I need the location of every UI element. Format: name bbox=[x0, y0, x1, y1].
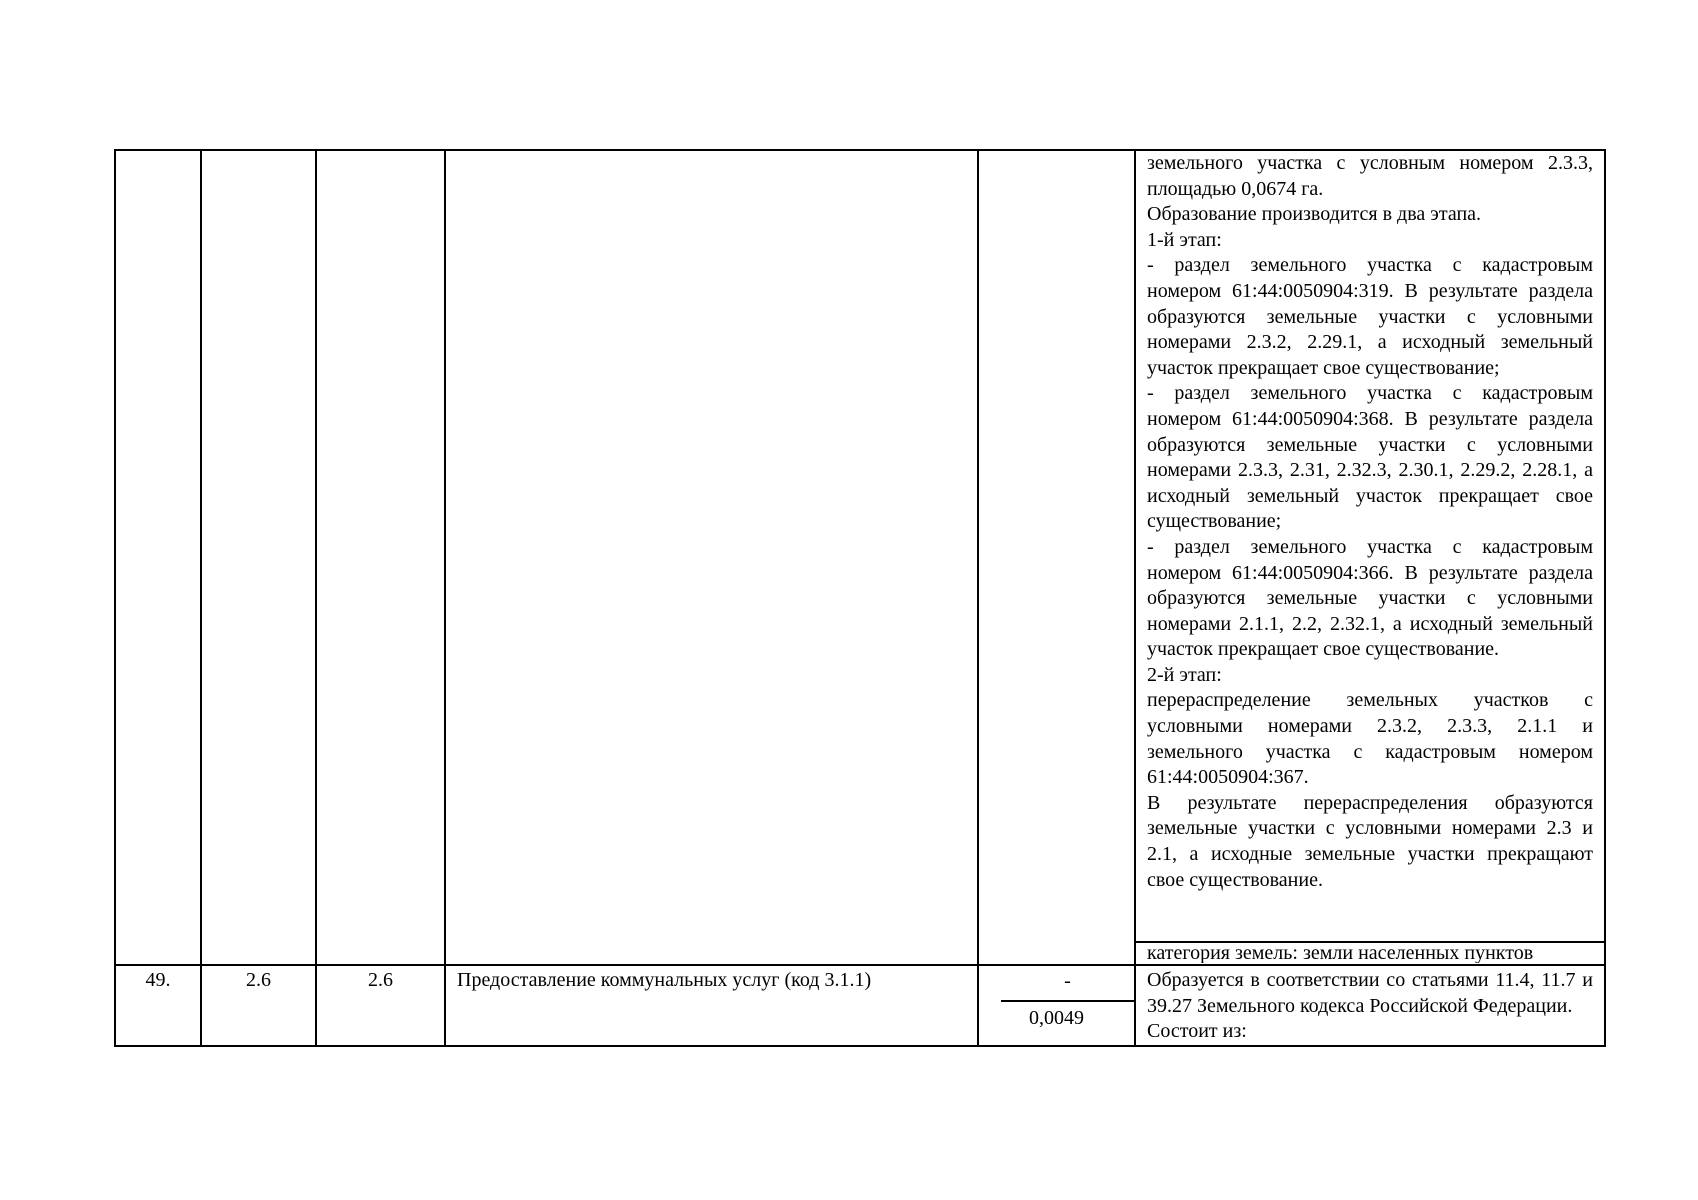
cell-use-type-empty bbox=[445, 150, 978, 965]
description-paragraph: В результате перераспределения образуются земельные участки с условными номерами 2.3 и 2.1, а исходные земельные участки прекращают свое существование. bbox=[1147, 791, 1593, 891]
cell-use-type bbox=[445, 965, 978, 1046]
cell-col2-empty bbox=[201, 150, 316, 965]
description-paragraph: перераспределение земельных участков с условными номерами 2.3.2, 2.3.3, 2.1.1 и земельного участка с кадастровым номером 61:44:0050904:367. bbox=[1147, 689, 1593, 789]
cell-col3-empty bbox=[316, 150, 445, 965]
description-paragraph: 2-й этап: bbox=[1147, 663, 1222, 686]
cell-description-49 bbox=[1135, 965, 1605, 1046]
area-top-value: - bbox=[1001, 966, 1134, 1002]
cell-col2 bbox=[201, 965, 316, 1046]
description-paragraph: - раздел земельного участка с кадастровым номером 61:44:0050904:319. В результате раздела образуются земельные участки с условными номерами 2.3.2, 2.29.1, а исходный земельный участок прекращает свое существование; bbox=[1147, 254, 1593, 379]
description-paragraph: Образуется в соответствии со статьями 11.4, 11.7 и 39.27 Земельного кодекса Российской Федерации. bbox=[1147, 969, 1593, 1017]
description-paragraph: Состоит из: bbox=[1147, 1020, 1247, 1043]
description-paragraph: - раздел земельного участка с кадастровым номером 61:44:0050904:368. В результате раздела образуются земельные участки с условными номерами 2.3.3, 2.31, 2.32.3, 2.30.1, 2.29.2, 2.28.1, а исходный земельный участок прекращает свое существование; bbox=[1147, 382, 1593, 533]
use-type-text: Предоставление коммунальных услуг (код 3.1.1) bbox=[457, 969, 872, 991]
land-plots-table bbox=[114, 149, 1606, 1047]
row-number: 49. bbox=[145, 969, 171, 991]
cell-area bbox=[978, 965, 1135, 1046]
col3-value: 2.6 bbox=[368, 969, 393, 991]
cell-land-category bbox=[1135, 942, 1605, 965]
cell-area-empty bbox=[978, 150, 1135, 965]
land-category-text: категория земель: земли населенных пунктов bbox=[1147, 943, 1534, 963]
description-paragraph: земельного участка с условным номером 2.3.3, площадью 0,0674 га. bbox=[1147, 152, 1593, 200]
table-row-49 bbox=[115, 965, 1605, 1046]
description-paragraph: - раздел земельного участка с кадастровым номером 61:44:0050904:366. В результате раздела образуются земельные участки с условными номерами 2.1.1, 2.2, 2.32.1, а исходный земельный участок прекращает свое существование. bbox=[1147, 535, 1593, 661]
col2-value: 2.6 bbox=[246, 969, 271, 991]
area-bottom-value: 0,0049 bbox=[1029, 1007, 1084, 1029]
cell-row-number bbox=[115, 965, 201, 1046]
cell-description bbox=[1135, 150, 1605, 942]
description-paragraph: 1-й этап: bbox=[1147, 228, 1222, 251]
cell-col3 bbox=[316, 965, 445, 1046]
description-paragraph: Образование производится в два этапа. bbox=[1147, 203, 1482, 226]
cell-number-empty bbox=[115, 150, 201, 965]
table-row-continuation bbox=[115, 150, 1605, 942]
